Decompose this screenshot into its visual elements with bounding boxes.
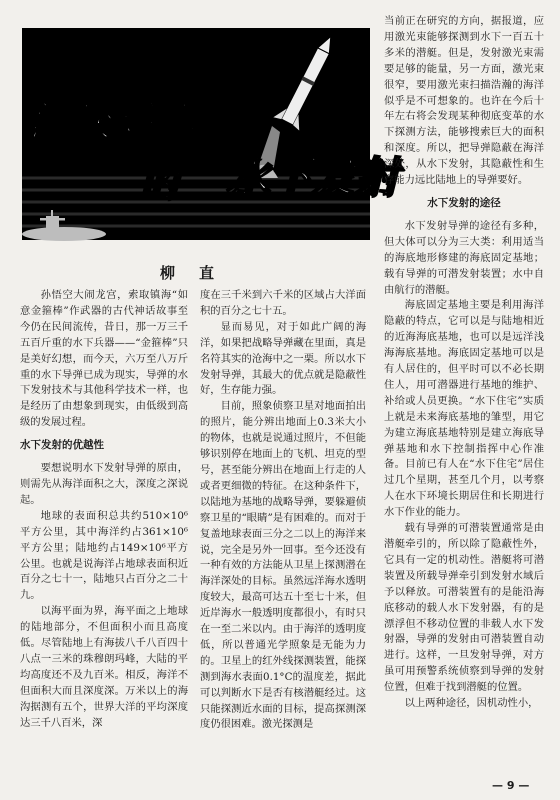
title-de: 的 — [140, 163, 178, 204]
paragraph: 地球的表面积总共约510×10⁶平方公里，其中海洋约占361×10⁶平方公里；陆地约占149×10⁶平方公里。也就是说海洋占地球表面积近百分之七十一，陆地只占百分之二十九。 — [20, 509, 188, 602]
paragraph: 要想说明水下发射导弹的原由，则需先从海洋面积之大，深度之深说起。 — [20, 462, 188, 506]
column-2 — [200, 288, 366, 733]
paragraph: 显而易见，对于如此广阔的海洋，如果把战略导弹藏在里面，真是名符其实的沧海中之一栗。所以水下发射导弹，其最大的优点就是隐蔽性好，生存能力强。 — [200, 320, 366, 397]
title-line1: 漫谈导弹 — [28, 97, 196, 145]
paragraph: 以上两种途径，因机动性小， — [404, 697, 539, 710]
author-name: 柳直 — [160, 264, 239, 282]
paragraph: 度在三千米到六千米的区域占大洋面积的百分之七十五。 — [200, 289, 366, 317]
paragraph: 以海平面为界，海平面之上地球的陆地部分，不但面积小而且高度低。尽管陆地上有海拔八千八百四十八点一三米的珠穆朗玛峰，大陆的平均高度还不及九百米。相反，海洋不但面积大而且深度深。万米以上的海沟据测有五个，世界大洋的平均深度达三千八百米，深 — [20, 605, 188, 729]
paragraph: 孙悟空大闹龙宫，索取镇海“如意金箍棒”作武器的古代神话故事至今仍在民间流传，昔日，那一万三千五百斤重的水下兵器——“金箍棒”只是美好幻想，而今天，六万至八万斤重的水下导弹已成为现实，导弹的水下发射技术与其他科学技术一样，也是经历了由想象到现实，由低级到高级的发展过程。 — [20, 289, 188, 429]
column-3 — [384, 14, 544, 712]
section-heading: 水下发射的优越性 — [20, 439, 104, 452]
paragraph: 当前正在研究的方向，据报道，应用激光束能够探测到水下一百五十多米的潜艇。但是，发射激光束需要足够的能量，另一方面，激光束很窄，要用激光束扫描浩瀚的海洋似乎是不可想象的。也许在今后十年左右将会发现某种彻底变革的水下探测方法，能够搜索巨大的面积和深度。所以，把导弹隐蔽在海洋深处，从水下发射，其隐蔽性和生存能力远比陆地上的导弹要好。 — [384, 15, 544, 187]
paragraph: 海底固定基地主要是利用海洋隐蔽的特点，它可以是与陆地相近的近海海底基地，也可以是远洋浅海海底基地。海底固定基地可以是有人居住的，但平时可以不必长期住人，用可潜器进行基地的维护、补给或人员更换。“水下住宅”实质上就是未来海底基地的雏型，用它为建立海底基地特别是建立海底导弹基地和水下控制指挥中心作准备。目前已有人在“水下住宅”居住过几个星期，甚至几个月，以考察人在水下环境长期居住和长期进行水下作业的能力。 — [384, 299, 544, 519]
paragraph: 载有导弹的可潜装置通常是由潜艇牵引的，所以除了隐蔽性外，它具有一定的机动性。潜艇将可潜装置及所载导弹牵引到发射水域后予以释放。可潜装置有的是能沿海底移动的载人水下发射器，有的是漂浮但不移动位置的非载人水下发射器，导弹的发射由可潜装置自动进行。这样，一旦发射导弹，对方虽可用预警系统侦察到导弹的发射位置，但难于找到潜艇的位置。 — [384, 522, 544, 694]
column-1 — [20, 288, 188, 731]
title-banner — [22, 28, 399, 240]
title-line2: 水下发射 — [226, 152, 399, 201]
paragraph: 水下发射导弹的途径有多种，但大体可以分为三大类：利用适当的海底地形修建的海底固定基地；载有导弹的可潜发射装置；水中自由航行的潜艇。 — [384, 219, 544, 296]
page-number: — 9 — — [492, 779, 530, 792]
section-heading: 水下发射的途径 — [427, 196, 501, 209]
paragraph: 目前，照象侦察卫星对地面拍出的照片，能分辨出地面上0.3米大小的物体，也就是说通过照片，不但能够识别停在地面上的飞机、坦克的型号，甚至能分辨出在地面上行走的人或者更细微的特征。在这种条件下，以陆地为基地的战略导弹，要躲避侦察卫星的“眼睛”是有困难的。而对于复盖地球表面三分之二以上的海洋来说，完全是另外一回事。至今还没有一种有效的方法能从卫星上探测潜在海洋深处的目标。虽然远洋海水透明度较大，最高可达五十至七十米，但近岸海水一般透明度都很小，有时只在一至二米以内。由于海洋的透明度低，所以普通光学照象是无能为力的。卫星上的红外线探测装置，能探测到海水表面0.1°C的温度差，据此可以判断水下是否有核潜艇经过。这只能探测近水面的目标，提高探测深度仍很困难。激光探测是 — [200, 400, 366, 731]
